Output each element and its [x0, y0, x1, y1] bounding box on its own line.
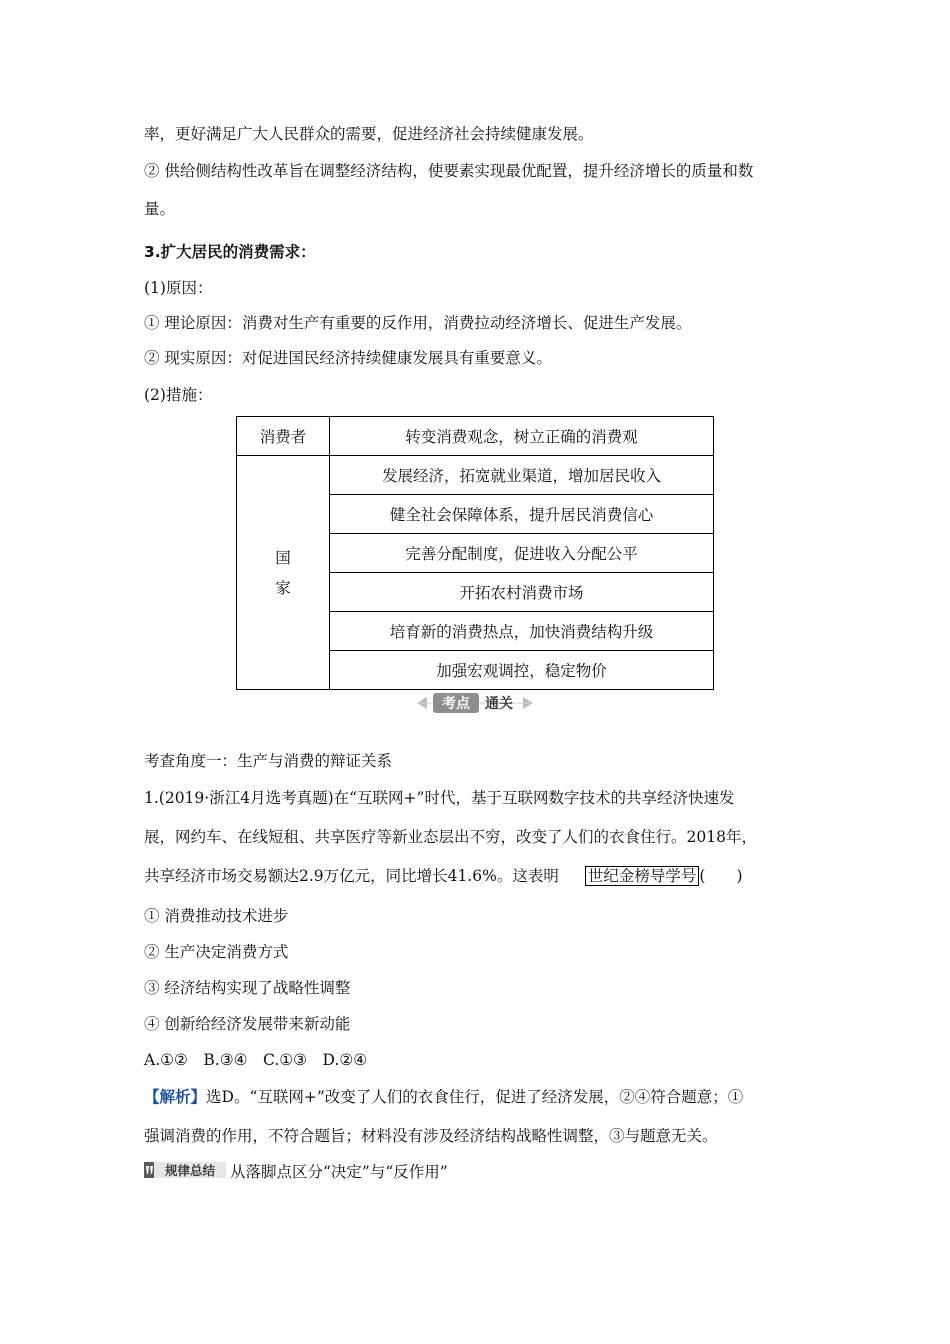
table-cell: 健全社会保障体系，提升居民消费信心 [330, 495, 714, 534]
summary-badge-text: 规律总结 [164, 1163, 216, 1178]
option-item: ① 消费推动技术进步 [144, 907, 289, 925]
text-line: ② 供给侧结构性改革旨在调整经济结构，使要素实现最优配置，提升经济增长的质量和数 [144, 162, 754, 180]
reason-heading: (1)原因： [144, 279, 213, 297]
reason-item: ② 现实原因：对促进国民经济持续健康发展具有重要意义。 [144, 349, 552, 367]
summary-badge [144, 1160, 226, 1180]
analysis-line: 强调消费的作用，不符合题旨；材料没有涉及经济结构战略性调整，③与题意无关。 [144, 1127, 718, 1145]
section-title: 3.扩大居民的消费需求： [144, 243, 316, 261]
section-banner [415, 691, 535, 715]
table-row [237, 456, 714, 495]
analysis-text: 选D。“互联网+”改变了人们的衣食住行，促进了经济发展，②④符合题意；① [206, 1088, 744, 1106]
state-cell [237, 456, 330, 690]
summary-text: 从落脚点区分“决定”与“反作用” [230, 1163, 448, 1181]
table-cell: 加强宏观调控，稳定物价 [330, 651, 714, 690]
question-angle: 考查角度一：生产与消费的辩证关系 [144, 752, 393, 770]
banner-text-b: 通关 [485, 696, 513, 712]
table-cell: 开拓农村消费市场 [330, 573, 714, 612]
measures-heading: (2)措施： [144, 386, 213, 404]
measures-table [236, 416, 714, 690]
state-label-2: 家 [275, 578, 291, 597]
table-cell: 发展经济，拓宽就业渠道，增加居民收入 [330, 456, 714, 495]
reason-item: ① 理论原因：消费对生产有重要的反作用，消费拉动经济增长、促进生产发展。 [144, 314, 692, 332]
analysis-line [144, 1087, 743, 1107]
banner-text-a: 考点 [442, 696, 470, 712]
question-stem [144, 866, 743, 886]
table-cell: 完善分配制度，促进收入分配公平 [330, 534, 714, 573]
source-tag: 世纪金榜导学号 [585, 866, 700, 886]
table-cell: 培育新的消费热点，加快消费结构升级 [330, 612, 714, 651]
option-item: ④ 创新给经济发展带来新动能 [144, 1015, 351, 1033]
question-stem: 展，网约车、在线短租、共享医疗等新业态层出不穷，改变了人们的衣食住行。2018年， [144, 828, 757, 846]
option-item: ③ 经济结构实现了战略性调整 [144, 979, 351, 997]
state-label-1: 国 [275, 548, 291, 567]
table-cell: 转变消费观念，树立正确的消费观 [330, 417, 714, 456]
question-stem: 1.(2019·浙江4月选考真题)在“互联网+”时代，基于互联网数字技术的共享经济快速发 [144, 789, 735, 807]
answer-choices: A.①② B.③④ C.①③ D.②④ [144, 1051, 368, 1069]
question-stem-text: 共享经济市场交易额达2.9万亿元，同比增长41.6%。这表明 [144, 867, 559, 885]
analysis-label: 【解析】 [144, 1087, 207, 1106]
table-row [237, 417, 714, 456]
option-item: ② 生产决定消费方式 [144, 943, 289, 961]
text-line: 率，更好满足广大人民群众的需要，促进经济社会持续健康发展。 [144, 125, 594, 143]
consumer-cell: 消费者 [237, 417, 330, 456]
text-line: 量。 [144, 200, 176, 218]
answer-paren: ( ) [699, 867, 743, 885]
